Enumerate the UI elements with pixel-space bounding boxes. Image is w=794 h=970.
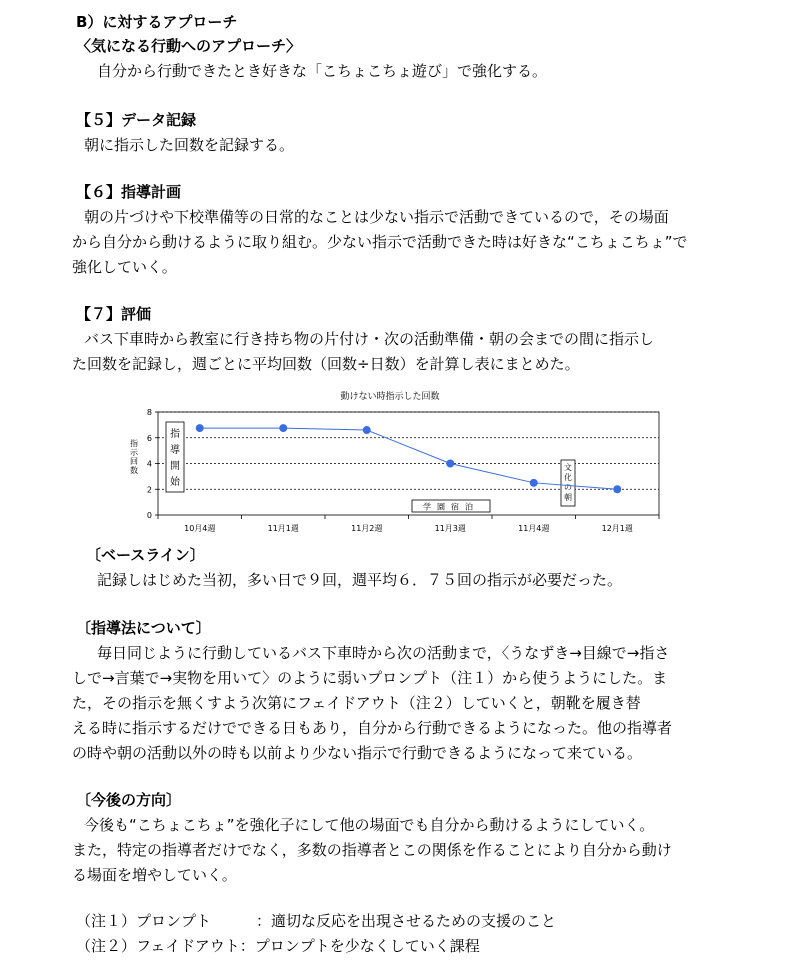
method-line: しで→言葉で→実物を用いて〉のように弱いプロンプト（注１）から使うようにした。ま — [72, 669, 668, 687]
series-line — [200, 428, 618, 489]
x-tick-label: 11月1週 — [267, 524, 299, 533]
x-tick-label: 11月4週 — [518, 524, 550, 533]
y-tick-label: 8 — [146, 408, 152, 417]
section-7-line: バス下車時から教室に行き持ち物の片付け・次の活動準備・朝の会までの間に指示し — [84, 330, 655, 348]
section-7-heading: 【７】評価 — [76, 305, 152, 323]
y-tick-label: 2 — [146, 485, 152, 495]
section-7-line: た回数を記録し，週ごとに平均回数（回数÷日数）を計算し表にまとめた。 — [72, 355, 580, 373]
section-6-line: から自分から動けるように取り組む。少ない指示で活動できた時は好きな“こちょこちょ”で — [72, 233, 688, 251]
section-5-line: 朝に指示した回数を記録する。 — [84, 136, 295, 154]
data-point — [446, 460, 454, 468]
y-tick-label: 0 — [146, 511, 152, 520]
x-tick-label: 10月4週 — [184, 524, 216, 533]
data-point — [196, 424, 204, 432]
future-line: 今後も“こちょこちょ”を強化子にして他の場面でも自分から動けるようにしていく。 — [84, 816, 655, 834]
baseline-line: 記録しはじめた当初，多い日で９回，週平均６．７５回の指示が必要だった。 — [97, 571, 623, 589]
x-tick-label: 12月1週 — [601, 524, 633, 533]
y-tick-label: 6 — [146, 433, 152, 443]
data-point — [530, 479, 538, 487]
chart-series — [196, 424, 622, 493]
data-point — [279, 424, 287, 432]
method-line: える時に指示するだけでできる日もあり，自分から行動できるようになった。他の指導者 — [72, 719, 673, 737]
method-line: た，その指示を無くすよう次第にフェイドアウト（注２）していくと，朝靴を履き替 — [72, 694, 641, 712]
x-tick-label: 11月3週 — [434, 524, 466, 533]
section-6-line: 朝の片づけや下校準備等の日常的なことは少ない指示で活動できているので，その場面 — [84, 208, 669, 226]
future-heading: 〔今後の方向〕 — [76, 791, 182, 809]
section-5-heading: 【５】データ記録 — [76, 111, 197, 129]
section-b-line: 自分から行動できたとき好きな「こちょこちょ遊び」で強化する。 — [97, 62, 548, 80]
chart-title: 動けない時指示した回数 — [340, 392, 440, 402]
section-6-line: 強化していく。 — [72, 258, 177, 276]
chart-ticks — [147, 408, 633, 533]
annotation-trip: 学園宿泊 — [423, 502, 479, 512]
annotation-culture: 文化の朝 — [564, 463, 572, 502]
chart-annotations — [166, 422, 575, 512]
annotation-start: 指導開始 — [170, 429, 180, 488]
section-b-subheading: 〈気になる行動へのアプローチ〉 — [76, 37, 302, 55]
section-b-heading: B）に対するアプローチ — [76, 13, 238, 31]
method-line: の時や朝の活動以外の時も以前より少ない指示で行動できるようになって来ている。 — [72, 744, 643, 762]
data-point — [613, 485, 621, 493]
line-chart — [118, 384, 678, 540]
y-tick-label: 4 — [146, 459, 152, 469]
x-tick-label: 11月2週 — [351, 524, 383, 533]
chart-y-axis-label: 指示回数 — [130, 439, 138, 475]
data-point — [363, 426, 371, 434]
note-1: （注１）プロンプト ：適切な反応を出現させるための支援のこと — [76, 912, 557, 930]
method-heading: 〔指導法について〕 — [76, 619, 211, 637]
chart-gridlines — [158, 412, 659, 489]
note-2: （注２）フェイドアウト：プロンプトを少なくしていく課程 — [76, 937, 480, 955]
future-line: また，特定の指導者だけでなく，多数の指導者とこの関係を作ることにより自分から動け — [72, 841, 672, 859]
section-6-heading: 【６】指導計画 — [76, 183, 182, 201]
baseline-heading: 〔ベースライン〕 — [86, 546, 205, 564]
future-line: る場面を増やしていく。 — [72, 866, 237, 884]
method-line: 毎日同じように行動しているバス下車時から次の活動まで，〈うなずき→目線で→指さ — [97, 644, 670, 662]
